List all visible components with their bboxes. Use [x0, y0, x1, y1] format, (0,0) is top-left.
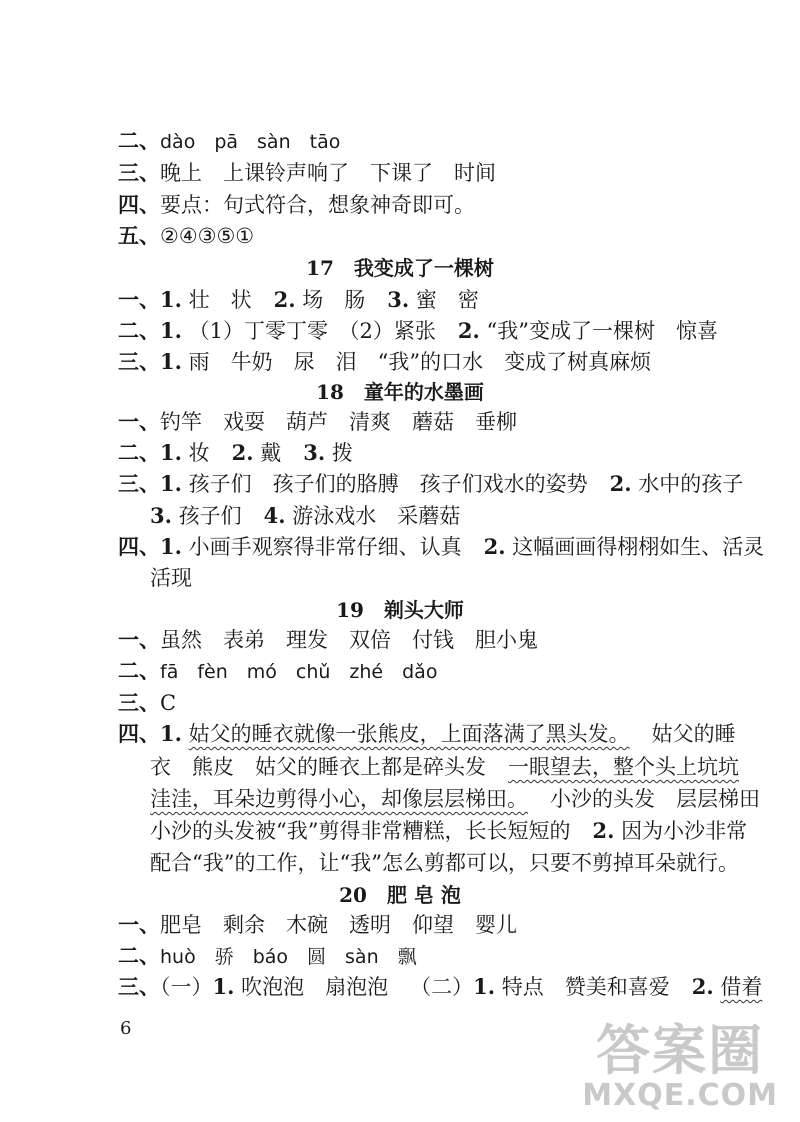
answer-text: “我”变成了一棵树 惊喜	[486, 319, 718, 343]
item-label: 二、	[118, 943, 160, 968]
sub-number: 3.	[303, 440, 326, 465]
s20-line-1	[118, 910, 740, 940]
item-label: 二、	[118, 128, 160, 153]
pinyin-answers: huò 骄 báo 圆 sàn 飘	[160, 946, 417, 968]
s16-line-4	[118, 190, 740, 220]
answer-text: 小画手观察得非常仔细、认真	[188, 535, 462, 559]
s19-line-4-cont-2	[150, 784, 760, 814]
s19-line-4-cont-4	[150, 848, 740, 878]
sub-number: 2.	[273, 287, 296, 312]
answer-text: 场 肠	[302, 288, 366, 312]
sub-number: 3.	[150, 503, 172, 528]
answer-text: 小沙的头发 层层梯田	[550, 787, 760, 811]
wavy-underlined-sentence: 一眼望去，整个头上坑坑	[508, 755, 739, 779]
answer-text: 肥皂 剩余 木碗 透明 仰望 婴儿	[160, 913, 517, 937]
answer-text: 衣 熊皮 姑父的睡衣上都是碎头发	[150, 755, 486, 779]
answer-text: C	[160, 691, 177, 715]
answer-text: 配合“我”的工作，让“我”怎么剪都可以，只要不剪掉耳朵就行。	[150, 851, 739, 875]
answer-text: 姑父的睡	[651, 722, 736, 746]
page-number: 6	[120, 1018, 132, 1039]
lesson-18-heading: 18 童年的水墨画	[316, 380, 484, 404]
answer-text: 戴	[260, 441, 282, 465]
s19-line-4-cont-1	[150, 752, 740, 782]
s16-line-2	[118, 126, 740, 157]
answer-text: 雨 牛奶 尿 泪 “我”的口水 变成了树真麻烦	[188, 350, 652, 374]
sub-number: 2.	[231, 440, 254, 465]
s19-line-1	[118, 625, 740, 655]
sub-number: 3.	[387, 287, 410, 312]
s18-line-4-cont	[150, 563, 740, 593]
s17-line-1	[118, 285, 740, 315]
answer-text: 小沙的头发被“我”剪得非常糟糕，长长短短的	[150, 819, 571, 843]
item-label: 三、	[118, 349, 160, 374]
lesson-17-heading: 17 我变成了一棵树	[306, 256, 494, 280]
answer-text: ②④③⑤①	[160, 224, 255, 248]
watermark-title: 答案圈	[596, 1019, 765, 1082]
answer-text: 要点：句式符合，想象神奇即可。	[160, 193, 475, 217]
item-label: 四、	[118, 721, 160, 746]
s19-line-4-cont-3	[150, 816, 748, 846]
item-label: 四、	[118, 534, 160, 559]
pinyin-answers: dào pā sàn tāo	[160, 131, 341, 153]
sub-number: 1.	[160, 534, 182, 559]
lesson-20-heading: 20 肥 皂 泡	[339, 883, 461, 907]
answer-text: 虽然 表弟 理发 双倍 付钱 胆小鬼	[160, 628, 538, 652]
answer-text: （1）丁零丁零 （2）紧张	[188, 319, 436, 343]
answer-text: 活现	[150, 566, 192, 590]
item-label: 一、	[118, 409, 160, 434]
item-label: 一、	[118, 287, 160, 312]
answer-text: 游泳戏水 采蘑菇	[292, 504, 461, 528]
s19-line-2	[118, 656, 740, 687]
item-label: 二、	[118, 658, 160, 683]
sub-number: 1.	[160, 721, 182, 746]
sub-number: 1.	[160, 318, 182, 343]
answer-text: 水中的孩子	[638, 472, 744, 496]
answer-text: 拨	[331, 441, 353, 465]
sub-number: 2.	[483, 534, 506, 559]
s20-line-3	[118, 972, 763, 1002]
s18-line-3-cont	[150, 501, 740, 531]
sub-number: 2.	[457, 318, 480, 343]
sub-number: 2.	[592, 818, 615, 843]
answer-text: 这幅画画得栩栩如生、活灵	[512, 535, 765, 559]
item-label: 三、	[118, 471, 160, 496]
answer-text: 钓竿 戏耍 葫芦 清爽 蘑菇 垂柳	[160, 410, 517, 434]
s18-line-3	[118, 469, 744, 499]
answer-text: 因为小沙非常	[621, 819, 748, 843]
s18-line-4	[118, 532, 765, 562]
part-label: （二）	[410, 975, 474, 999]
sub-number: 1.	[160, 349, 182, 374]
wavy-underlined-sentence: 姑父的睡衣就像一张熊皮，上面落满了黑头发。	[188, 722, 630, 746]
item-label: 二、	[118, 318, 160, 343]
sub-number: 1.	[160, 440, 182, 465]
item-label: 三、	[118, 690, 160, 715]
lesson-19-heading: 19 剃头大师	[336, 598, 464, 622]
sub-number: 1.	[160, 287, 182, 312]
item-label: 四、	[118, 192, 160, 217]
part-label: （一）	[160, 975, 213, 999]
sub-number: 1.	[473, 974, 496, 999]
item-label: 三、	[118, 160, 160, 185]
s19-line-3	[118, 688, 740, 718]
item-label: 一、	[118, 912, 160, 937]
sub-number: 1.	[160, 471, 182, 496]
sub-number: 1.	[212, 974, 235, 999]
watermark-url: MXQE.COM	[582, 1078, 778, 1113]
sub-number: 2.	[609, 471, 632, 496]
answer-text: 吹泡泡 扇泡泡	[241, 975, 389, 999]
s17-line-3	[118, 347, 740, 377]
item-label: 二、	[118, 440, 160, 465]
wavy-underlined-sentence: 洼洼，耳朵边剪得小心，却像层层梯田。	[150, 787, 528, 811]
answer-text: 蜜 密	[415, 288, 479, 312]
pinyin-answers: fā fèn mó chǔ zhé dǎo	[160, 661, 438, 683]
answer-text: 壮 状	[188, 288, 252, 312]
answer-text: 特点 赞美和喜爱	[501, 975, 670, 999]
s20-line-2	[118, 941, 740, 972]
answer-text: 孩子们	[178, 504, 242, 528]
answer-text: 孩子们 孩子们的胳膊 孩子们戏水的姿势	[188, 472, 588, 496]
sub-number: 4.	[263, 503, 286, 528]
s16-line-3	[118, 158, 740, 188]
wavy-underlined-sentence: 借着	[720, 975, 763, 999]
item-label: 一、	[118, 627, 160, 652]
answer-text: 妆	[188, 441, 210, 465]
watermark-logo	[582, 1019, 778, 1113]
s16-line-5	[118, 221, 740, 251]
s19-line-4	[118, 719, 740, 749]
answer-text: 晚上 上课铃声响了 下课了 时间	[160, 161, 496, 185]
item-label: 三、	[118, 974, 160, 999]
s17-line-2	[118, 316, 740, 346]
s18-line-2	[118, 438, 740, 468]
item-label: 五、	[118, 223, 160, 248]
sub-number: 2.	[691, 974, 714, 999]
s18-line-1	[118, 407, 740, 437]
